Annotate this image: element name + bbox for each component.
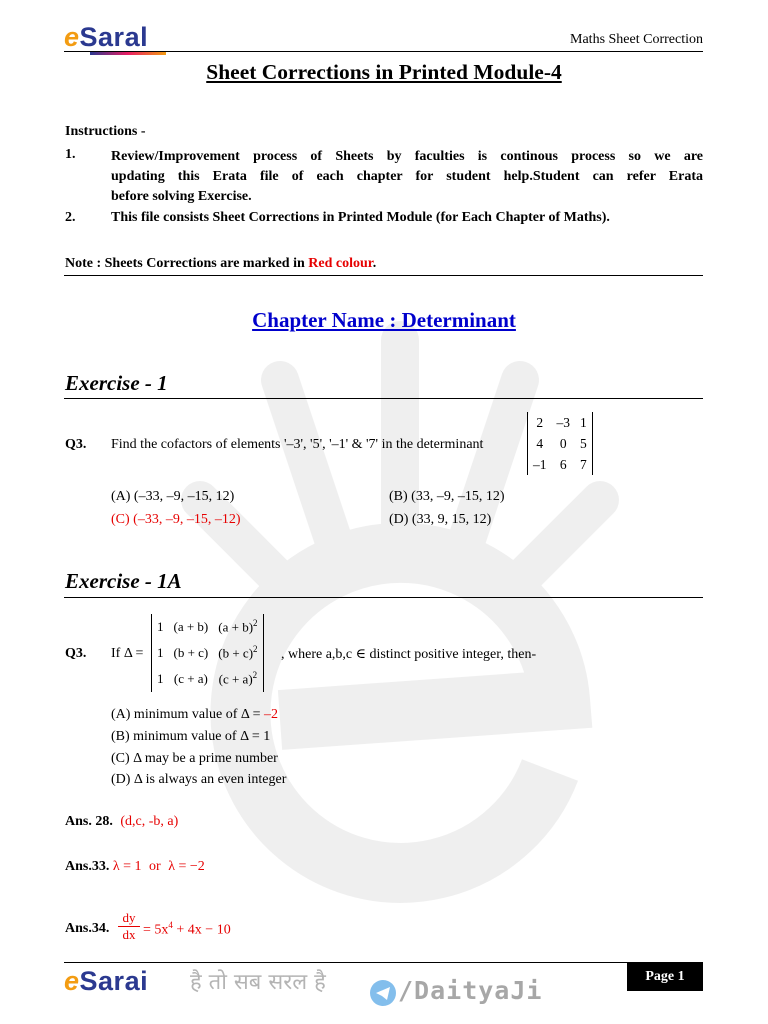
matrix-cell: 5 <box>580 435 587 451</box>
logo-underline <box>90 52 166 55</box>
footer-hindi-tagline: है तो सब सरल है <box>190 970 326 995</box>
footer-logo-text: Sarai <box>79 966 149 996</box>
header-right-title: Maths Sheet Correction <box>570 32 703 47</box>
exercise-1-option-b: (B) (33, –9, –15, 12) <box>389 489 505 504</box>
exercise-1a-option-a <box>111 707 278 723</box>
note-prefix: Note : Sheets Corrections are marked in <box>65 256 309 271</box>
logo-e: e <box>64 22 80 52</box>
option-a-correction: –2 <box>264 707 278 722</box>
exercise-1-determinant <box>527 412 593 475</box>
footer-logo-e: e <box>64 966 80 996</box>
matrix-cell: –3 <box>556 414 570 430</box>
instruction-2-number: 2. <box>65 210 76 225</box>
exercise-1a-determinant <box>151 614 264 692</box>
exercise-1a-condition: , where a,b,c ∈ distinct positive integer, then- <box>281 647 537 662</box>
exercise-1a-option-c: (C) Δ may be a prime number <box>111 751 278 766</box>
chapter-title: Chapter Name : Determinant <box>252 308 516 332</box>
exercise-1-qnum: Q3. <box>65 437 87 452</box>
instruction-1-number: 1. <box>65 147 76 162</box>
answer-33-or: or <box>149 859 161 874</box>
answer-33 <box>65 859 205 875</box>
exercise-1-option-d: (D) (33, 9, 15, 12) <box>389 512 492 527</box>
matrix-exponent: 2 <box>253 618 258 629</box>
matrix-term: (b + c) <box>218 645 254 661</box>
note <box>65 256 376 272</box>
exercise-1a-qnum: Q3. <box>65 646 87 661</box>
footer-telegram-handle: /DaityaJi <box>398 976 543 1005</box>
matrix-term: (a + b) <box>218 619 254 635</box>
answer-34-exponent: 4 <box>168 920 173 930</box>
matrix-term: (c + a) <box>218 671 253 687</box>
option-a-text: (A) minimum value of Δ = <box>111 707 264 722</box>
answer-34-numerator: dy <box>118 910 140 927</box>
matrix-cell: 4 <box>536 435 544 451</box>
header-logo <box>64 22 148 53</box>
answer-33-label: Ans.33. <box>65 859 110 874</box>
matrix-cell: (b + c) <box>173 645 209 660</box>
telegram-plane-icon <box>370 980 396 1006</box>
footer-divider <box>64 962 703 963</box>
exercise-1a-if-text: If Δ = <box>111 646 144 661</box>
answer-34-denominator: dx <box>122 927 136 942</box>
instruction-1-line-3: before solving Exercise. <box>111 189 252 204</box>
header-divider <box>64 51 703 52</box>
instructions-heading: Instructions - <box>65 124 146 139</box>
exercise-1-divider <box>64 398 703 399</box>
answer-34-label: Ans.34. <box>65 921 110 936</box>
logo-text: Saral <box>79 22 149 52</box>
exercise-1-title: Exercise - 1 <box>65 371 168 395</box>
matrix-cell: 2 <box>536 414 544 430</box>
exercise-1a-title: Exercise - 1A <box>65 569 182 593</box>
matrix-cell: –1 <box>533 456 547 472</box>
exercise-1a-option-b: (B) minimum value of Δ = 1 <box>111 729 271 744</box>
footer-logo <box>64 966 148 997</box>
telegram-icon <box>370 980 396 1006</box>
answer-28-label: Ans. 28. <box>65 814 113 829</box>
exercise-1-option-a: (A) (–33, –9, –15, 12) <box>111 489 235 504</box>
answer-34-rhs-end: + 4x − 10 <box>172 922 231 938</box>
page-title: Sheet Corrections in Printed Module-4 <box>206 60 562 84</box>
matrix-cell: 7 <box>580 456 587 472</box>
instruction-1-line-2: updating this Erata file of each chapter for student help.Student can refer Erata <box>111 169 703 184</box>
matrix-cell <box>213 666 262 692</box>
answer-34-fraction <box>118 910 140 943</box>
matrix-cell: 6 <box>559 456 567 472</box>
matrix-cell: 1 <box>157 645 164 660</box>
answer-33-part2: λ = −2 <box>168 859 205 874</box>
note-red-colour: Red colour <box>308 256 373 271</box>
matrix-cell: (a + b) <box>173 619 209 634</box>
exercise-1-option-c: (C) (–33, –9, –15, –12) <box>111 512 241 527</box>
exercise-1a-option-d: (D) Δ is always an even integer <box>111 772 287 787</box>
note-suffix: . <box>372 256 377 271</box>
exercise-1-question: Find the cofactors of elements '–3', '5', '–1' & '7' in the determinant <box>111 437 484 452</box>
exercise-1a-divider <box>64 597 703 598</box>
matrix-cell: (c + a) <box>173 671 208 686</box>
answer-34-rhs <box>143 920 231 939</box>
answer-28-value: (d,c, -b, a) <box>120 814 179 829</box>
answer-33-part1: λ = 1 <box>112 859 142 874</box>
instruction-1-text <box>111 147 703 207</box>
matrix-cell: 1 <box>157 671 164 686</box>
matrix-cell <box>213 640 262 666</box>
matrix-cell: 1 <box>580 414 587 430</box>
matrix-cell <box>213 614 262 640</box>
instruction-2-text: This file consists Sheet Corrections in Printed Module (for Each Chapter of Maths). <box>111 210 610 225</box>
instruction-1-line-1: Review/Improvement process of Sheets by faculties is continous process so we are <box>111 149 703 164</box>
matrix-cell: 1 <box>157 619 164 634</box>
matrix-exponent: 2 <box>252 670 258 681</box>
matrix-cell: 0 <box>559 435 567 451</box>
esaral-watermark-logo <box>170 300 630 920</box>
answer-34-rhs-start: = 5x <box>143 922 169 938</box>
page-number: Page 1 <box>627 963 703 991</box>
answer-28 <box>65 814 178 830</box>
matrix-exponent: 2 <box>253 644 258 655</box>
note-divider <box>64 275 703 276</box>
